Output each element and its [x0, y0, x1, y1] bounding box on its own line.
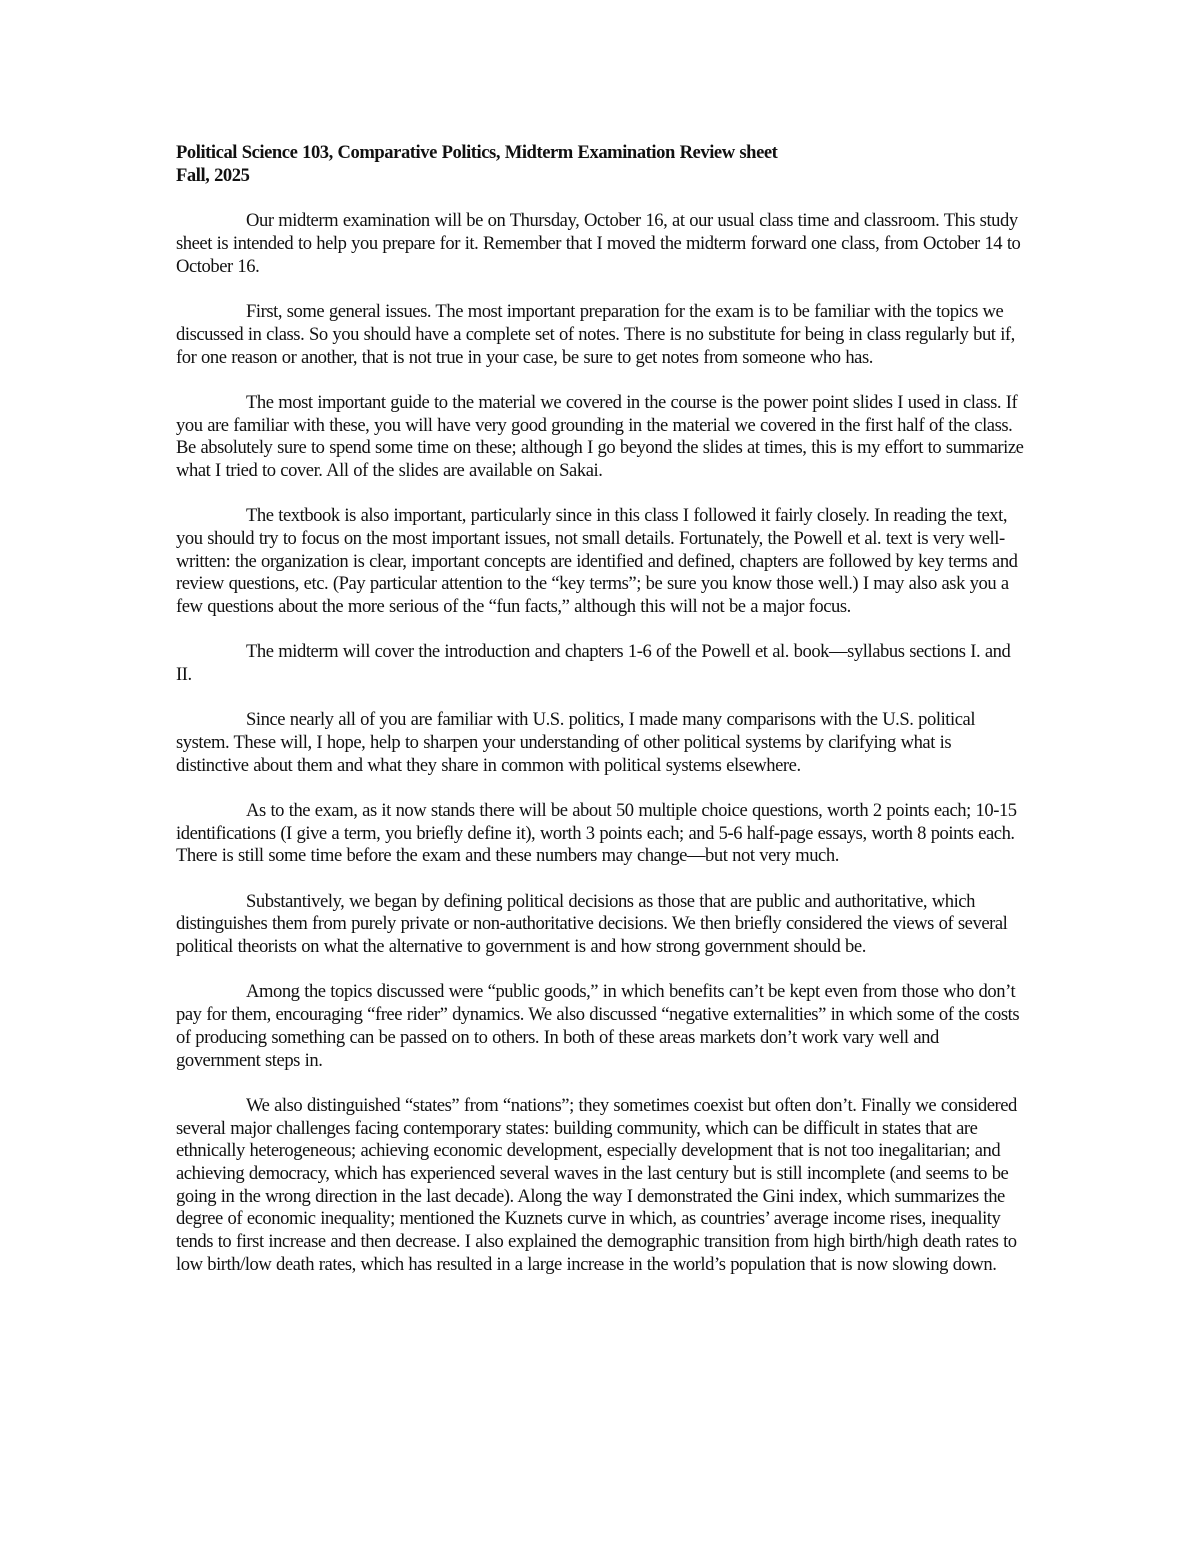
paragraph-exam-format: As to the exam, as it now stands there will be about 50 multiple choice questions, worth 2 points each; 10-15 identifications (I give a term, you briefly define it), worth 3 points each; and 5-6 half-page essays, worth 8 points each. There is still some time before the exam and these numbers may change—but not very much. — [176, 800, 1017, 867]
paragraph-us-comparisons: Since nearly all of you are familiar with U.S. politics, I made many comparisons with the U.S. political system. These will, I hope, help to sharpen your understanding of other political systems by clarifying what is distinctive about them and what they share in common with political systems elsewhere. — [176, 709, 976, 776]
paragraph-general-issues: First, some general issues. The most important preparation for the exam is to be familiar with the topics we discussed in class. So you should have a complete set of notes. There is no substitute for being in class regularly but if, for one reason or another, that is not true in your case, be sure to get notes from someone who has. — [176, 301, 1015, 368]
paragraph-coverage: The midterm will cover the introduction and chapters 1-6 of the Powell et al. book—syllabus sections I. and II. — [176, 641, 1011, 686]
title-line-term: Fall, 2025 — [176, 164, 250, 186]
paragraph-slides: The most important guide to the material we covered in the course is the power point slides I used in class. If you are familiar with these, you will have very good grounding in the material we covered in the first half of the class. Be absolutely sure to spend some time on these; although I go beyond the slides at times, this is my effort to summarize what I tried to cover. All of the slides are available on Sakai. — [176, 391, 1024, 481]
paragraph-states-nations: We also distinguished “states” from “nations”; they sometimes coexist but often don’t. Finally we considered several major challenges facing contemporary states: building community, which can be difficult in states that are ethnically heterogeneous; achieving economic development, especially development that is not too inegalitarian; and achieving democracy, which has experienced several waves in the last century but is still incomplete (and seems to be going in the wrong direction in the last decade). Along the way I demonstrated the Gini index, which summarizes the degree of economic inequality; mentioned the Kuznets curve in which, as countries’ average income rises, inequality tends to first increase and then decrease. I also explained the demographic transition from high birth/high death rates to low birth/low death rates, which has resulted in a large increase in the world’s population that is now slowing down. — [176, 1094, 1017, 1275]
paragraph-political-decisions: Substantively, we began by defining political decisions as those that are public and authoritative, which distinguishes them from purely private or non-authoritative decisions. We then briefly considered the views of several political theorists on what the alternative to government is and how strong government should be. — [176, 890, 1008, 958]
paragraph-exam-date: Our midterm examination will be on Thursday, October 16, at our usual class time and classroom. This study sheet is intended to help you prepare for it. Remember that I moved the midterm forward one class, from October 14 to October 16. — [176, 210, 1021, 277]
document-body — [176, 142, 1026, 1299]
title-line-course: Political Science 103, Comparative Politics, Midterm Examination Review sheet — [176, 142, 778, 163]
paragraph-public-goods: Among the topics discussed were “public goods,” in which benefits can’t be kept even from those who don’t pay for them, encouraging “free rider” dynamics. We also discussed “negative externalities” in which some of the costs of producing something can be passed on to others. In both of these areas markets don’t work vary well and government steps in. — [176, 981, 1020, 1071]
document-title — [176, 142, 1026, 187]
paragraph-textbook: The textbook is also important, particularly since in this class I followed it fairly closely. In reading the text, you should try to focus on the most important issues, not small details. Fortunately, the Powell et al. text is very well-written: the organization is clear, important concepts are identified and defined, chapters are followed by key terms and review questions, etc. (Pay particular attention to the “key terms”; be sure you know those well.) I may also ask you a few questions about the more serious of the “fun facts,” although this will not be a major focus. — [176, 505, 1018, 618]
